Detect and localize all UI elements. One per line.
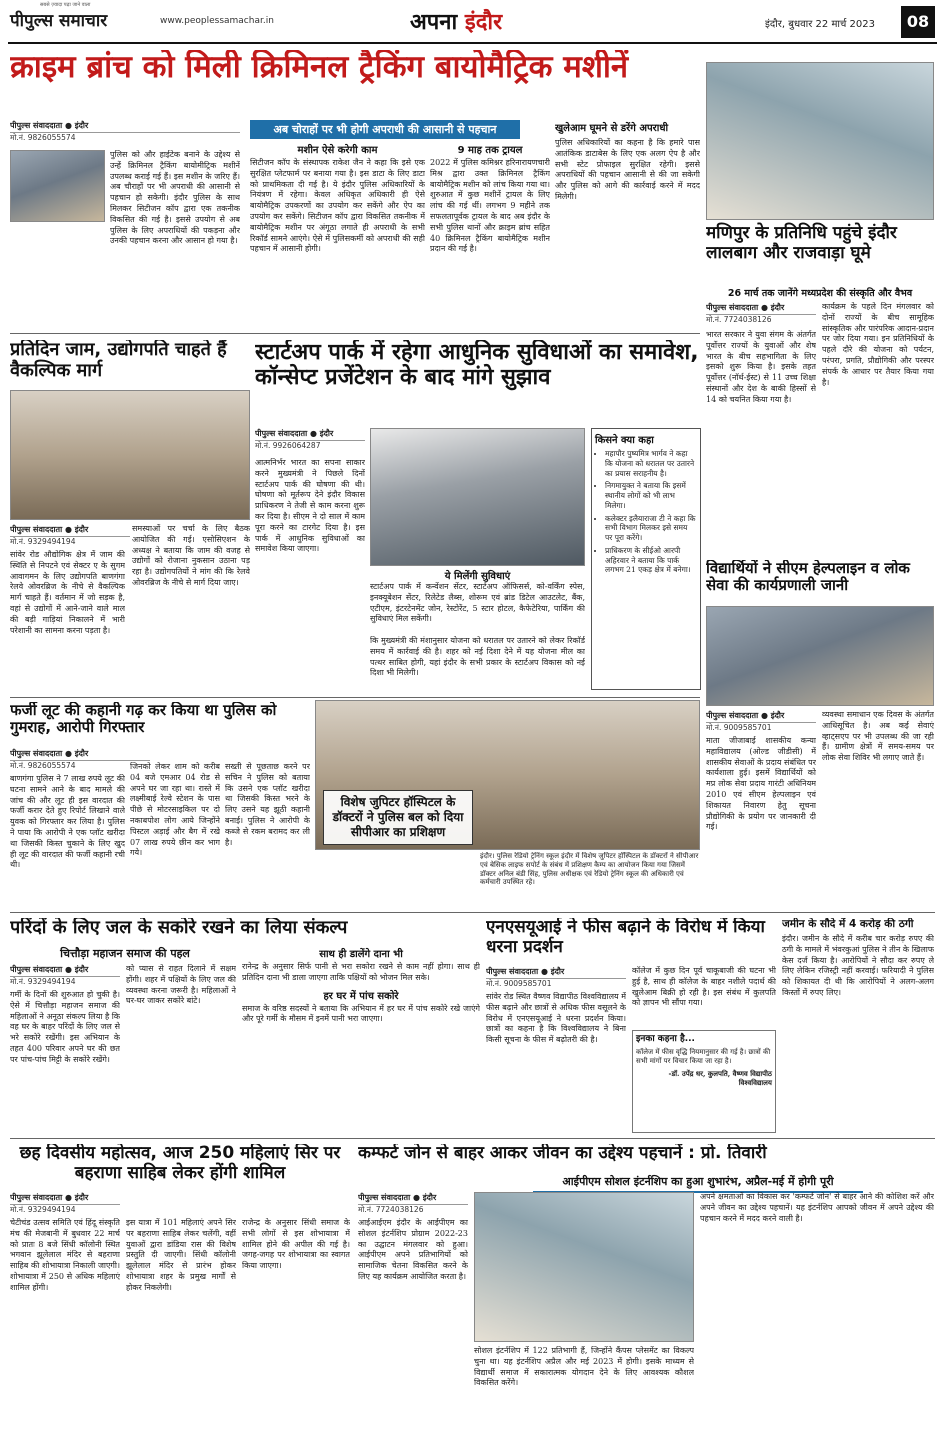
- section-name: इंदौर: [464, 10, 503, 35]
- story-traffic-jam: [10, 340, 250, 690]
- divider: [10, 333, 700, 334]
- story5-col1: माता जीजाबाई शासकीय कन्या महाविद्यालय (ओल्ड जीडीसी) में शासकीय सेवाओं के प्रदाय संबंधित पर कार्यशाला हुई। इसमें विद्यार्थियों को मप्र लोक सेवा प्रदाय गारंटी अधिनियम 2010 एवं सीएम हेल्पलाइन एवं शिकायत निवारण हेतु सूचना प्रौद्योगिकी के प्रयोग पर जानकारी दी गई।: [706, 736, 816, 832]
- photo-caption-facilities: ये मिलेंगी सुविधाएं: [444, 571, 511, 582]
- divider: [10, 1138, 935, 1139]
- who-said-what-title: किसने क्या कहा: [595, 435, 654, 446]
- who-said-what-box: [591, 428, 701, 690]
- byline-block: [358, 1192, 468, 1215]
- iim-group-photo: [474, 1192, 694, 1342]
- band-crime-branch: अब चोराहों पर भी होगी अपराधी की आसानी से पहचान: [250, 120, 520, 139]
- story1-col4-block: [555, 120, 700, 330]
- byline-block: [706, 710, 816, 733]
- story6-col3: सख्ती से पूछताछ करने पर सचिन ने पुलिस को बताया कि उसने एक प्लॉट खरीदा था जिसकी किस्त भरने के लिए उसने यह झूठी कहानी बनाई। पुलिस ने आरोपी के कब्जे से रकम बरामद कर ली है।: [225, 762, 310, 847]
- mobile-number: मो.नं. 9009585701: [706, 723, 772, 732]
- story11-col1: चेटीचंड उत्सव समिति एवं हिंदू संस्कृति मंच की मेजबानी में बुधवार 22 मार्च को प्रातः 8 बजे सिंधी कॉलोनी स्थित भगवान झूलेलाल मंदिर से बहराणा साहिब की शोभायात्रा निकाली जाएगी। शोभायात्रा में 250 से अधिक महिलाएं शामिल होंगी।: [10, 1218, 120, 1292]
- story11-col2: इस यात्रा में 101 महिलाएं अपने सिर पर बहराणा साहिब लेकर चलेंगी, वहीं युवाओं द्वारा डांडिया रास की विशेष प्रस्तुति दी जाएगी। सिंधी कॉलोनी झूलेलाल मंदिर से प्रारंभ होकर शोभायात्रा शहर के प्रमुख मार्गों से होकर निकलेगी।: [126, 1218, 236, 1292]
- facilities-text: स्टार्टअप पार्क में कन्वेंशन सेंटर, स्टार्टअप ऑफिसर्स, को-वर्किंग स्पेस, इनक्यूबेशन सेंटर, रिलेटेड लैब्स, शोरूम एवं ब्रांड डिटेल आउटलेट, बैंक, एटीएम, इंटरटेनमेंट जोन, रेस्टोरेंट, 5 स्टार होटल, कैफेटेरिया, पार्किंग की सुविधाएं मिल सकेंगी।: [370, 582, 585, 624]
- byline-block: [706, 302, 816, 325]
- cpr-headline-overlay: विशेष जुपिटर हॉस्पिटल के डॉक्टरों ने पुलिस बल को दिया सीपीआर का प्रशिक्षण: [323, 790, 473, 845]
- page-number: 08: [901, 6, 935, 38]
- subhead-grains: साथ ही डालेंगे दाना भी: [319, 949, 403, 960]
- story-manipur: [706, 50, 934, 550]
- band-manipur: 26 मार्च तक जानेंगे मध्यप्रदेश की संस्कृति और वैभव: [727, 288, 913, 299]
- story12-col3: अपने क्षमताओं का विकास कर 'कम्फर्ट जोन' से बाहर आने की कोशिश करें और अपने जीवन का उद्देश्य पहचानें। यह इंटर्नशिप आपको जीवन में अपने उद्देश्य की पहचान करने में मदद करने वाली है।: [700, 1192, 934, 1223]
- story8-col2: को प्यास से राहत दिलाने में सक्षम होंगी। शहर में पक्षियों के लिए जल की व्यवस्था करना जरूरी है। महिलाओं ने घर-घर जाकर सकोरे बांटे।: [126, 964, 236, 1006]
- site-url[interactable]: www.peoplessamachar.in: [160, 16, 274, 26]
- byline: पीपुल्स संवाददाता ● इंदौर: [10, 120, 240, 133]
- story11-col3: राजेन्द्र के अनुसार सिंधी समाज के सभी लोगों से इस शोभायात्रा में शामिल होने की अपील की गई है। जगह-जगह पर शोभायात्रा का स्वागत किया जाएगा।: [242, 1218, 350, 1271]
- byline: पीपुल्स संवाददाता ● इंदौर: [10, 1192, 120, 1205]
- story1-col3: 2022 में पुलिस कमिश्नर हरिनारायणचारी मिश्र द्वारा उक्त क्रिमिनल ट्रैकिंग बायोमैट्रिक मशीन को लांच किया गया था। शुरुआत में कुछ मशीनें ट्रायल के लिए लांच की गई थीं। लगभग 9 महीने तक सफलतापूर्वक ट्रायल के बाद अब इंदौर के सभी पुलिस थानों और क्राइम ब्रांच सहित 40 क्रिमिनल ट्रैकिंग बायोमैट्रिक मशीन प्रदान की गई है।: [430, 158, 550, 254]
- headline-manipur: मणिपुर के प्रतिनिधि पहुंचे इंदौर लालबाग और राजवाड़ा घूमे: [706, 223, 897, 263]
- story1-col1: पुलिस को और हाईटेक बनाने के उद्देश्य से उन्हें क्रिमिनल ट्रैकिंग बायोमीट्रिक मशीनें उपलब्ध कराई गई हैं। इस मशीन के जरिए हैं। अब चौराहों पर भी अपराधी की आसानी से पहचान हो सकेगी। इंदौर पुलिस के साथ मिलकर सिटीजन कॉप द्वारा एक तकनीक विकसित की गई है। इससे उपयोग से अब पुलिस के लिए अपराधियों की पकड़ना और उनकी पहचान करना और आसान हो गया है।: [110, 150, 240, 246]
- headline-fake-robbery: फर्जी लूट की कहानी गढ़ कर किया था पुलिस को गुमराह, आरोपी गिरफ्तार: [10, 702, 277, 737]
- headline-nsui-protest: एनएसयूआई ने फीस बढ़ाने के विरोध में किया धरना प्रदर्शन: [486, 918, 765, 957]
- quote-author: -डॉ. उपेंद्र धर, कुलपति, वैष्णव विद्यापीठ विश्वविद्यालय: [668, 1068, 772, 1087]
- subhead-chittoda: चित्तौड़ा महाजन समाज की पहल: [60, 947, 190, 960]
- quote-title: इनका कहना है...: [636, 1034, 695, 1044]
- byline-block: [10, 748, 150, 771]
- byline: पीपुल्स संवाददाता ● इंदौर: [486, 966, 626, 979]
- story12-col1: आईआईएम इंदौर के आईपीएम का सोशल इंटर्नशिप प्रोग्राम 2022-23 का उद्घाटन मंगलवार को हुआ। आईपीएम अपने प्रतिभागियों को सामाजिक चेतना विकसित करने के लिए यह कार्यक्रम आयोजित करता है।: [358, 1218, 468, 1281]
- industrialists-meeting-photo: [10, 390, 250, 520]
- story8-right-block: [242, 946, 480, 1133]
- story-startup-park: [255, 340, 701, 695]
- dateline: इंदौर, बुधवार 22 मार्च 2023: [765, 19, 875, 30]
- mobile-number: मो.नं. 9009585701: [486, 979, 552, 988]
- story2-col2: कार्यक्रम के पहले दिन मंगलवार को दोनों राज्यों के बीच सामूहिक सांस्कृतिक और पारंपरिक आदान-प्रदान पर जोर दिया गया। इन प्रतिनिधियों के पहले दौरे की योजना को पर्यटन, परंपरा, प्रगति, प्रौद्योगिकी और परस्पर संपर्क के आधार पर तैयार किया गया है।: [822, 302, 934, 387]
- section-prefix: अपना: [410, 10, 458, 35]
- ida-presentation-photo: [370, 428, 585, 566]
- story4-col3: कि मुख्यमंत्री की मंशानुसार योजना को धरातल पर उतारने को लेकर रिकॉर्ड समय में कार्रवाई की है। शहर को नई दिशा देने में यह योजना मील का पत्थर साबित होगी, यहां इंदौर के सभी प्रकार के स्टार्टअप विकास को नई दिशा भी मिलेगी।: [370, 636, 585, 678]
- headline-cm-helpline: विद्यार्थियों ने सीएम हेल्पलाइन व लोक सेवा की कार्यप्रणाली जानी: [706, 560, 910, 595]
- list-item: • निगमायुक्त ने बताया कि इसमें स्थानीय लोगों को भी लाभ मिलेगा।: [605, 481, 697, 510]
- story-birds-water: [10, 918, 480, 1133]
- mobile-number: मो.नं. 9329494194: [10, 537, 76, 546]
- cpr-caption: इंदौर। पुलिस रेडियो ट्रेनिंग स्कूल इंदौर में विशेष जुपिटर हॉस्पिटल के डॉक्टरों ने सीपीआर एवं बेसिक लाइफ सपोर्ट के संबंध में प्रशिक्षण कैम्प का आयोजन किया गया जिसमें डॉक्टर अनिल बंडी सिंह, पुलिस अधीक्षक एवं रेडियो ट्रेनिंग स्कूल की अधिकारी एवं कर्मचारी उपस्थित रहे।: [480, 852, 699, 887]
- story1-col3-block: [430, 142, 550, 330]
- masthead: [10, 2, 935, 40]
- story10-col1: इंदौर। जमीन के सौदे में करीब चार करोड़ रुपए की ठगी के मामले में भंवरकुआं पुलिस ने तीन के खिलाफ केस दर्ज किया है। आरोपियों ने सौदा कर रुपए ले लिए लेकिन रजिस्ट्री नहीं करवाई। फरियादी ने पुलिस को शिकायत दी थी कि आरोपियों ने अलग-अलग किस्तों में रुपए लिए।: [782, 934, 934, 997]
- story8-col4: समाज के वरिष्ठ सदस्यों ने बताया कि अभियान में हर घर में पांच सकोरे रखे जाएंगे और पूरे गर्मी के मौसम में इनमें पानी भरा जाएगा।: [242, 1003, 480, 1024]
- story-festival: [10, 1144, 350, 1439]
- byline-block: [255, 428, 365, 451]
- headline-startup-park: स्टार्टअप पार्क में रहेगा आधुनिक सुविधाओं का समावेश, कॉन्सेप्ट प्रजेंटेशन के बाद मांगे सुझाव: [255, 340, 699, 391]
- quote-box: [632, 1030, 776, 1133]
- story-cpr-training: [315, 700, 700, 905]
- headline-birds-water: परिंदों के लिए जल के सकोरे रखने का लिया संकल्प: [10, 918, 348, 938]
- subhead-criminals-fear: खुलेआम घूमने से डरेंगे अपराधी: [555, 123, 669, 134]
- mobile-number: मो.नं. 9826055574: [10, 761, 76, 770]
- byline: पीपुल्स संवाददाता ● इंदौर: [10, 748, 150, 761]
- story1-col2-block: [250, 142, 425, 330]
- list-item: • महापौर पुष्यमित्र भार्गव ने कहा कि योजना को धरातल पर उतारने का प्रयास सराहनीय है।: [605, 449, 697, 478]
- story9-col2: कॉलेज में कुछ दिन पूर्व चाकूबाजी की घटना भी हुई है, साथ ही कॉलेज के बाहर नशीले पदार्थ की खुलेआम बिक्री हो रही है। इस संबंध में कुलपति को ज्ञापन भी सौंपा गया।: [632, 966, 776, 1008]
- story4-col1: आत्मनिर्भर भारत का सपना साकार करने मुख्यमंत्री ने पिछले दिनों स्टार्टअप पार्क की घोषणा की थी। घोषणा को मूर्तरूप देने इंदौर विकास प्राधिकरण ने तेजी से काम करना शुरू कर दिया है। सीएम ने दो साल में काम पूरा करने का टारगेट दिया है। इस पार्क में आधुनिक सुविधाओं का समावेश किया जाएगा।: [255, 458, 365, 554]
- subhead-trial: 9 माह तक ट्रायल: [457, 145, 523, 156]
- story3-col2: समस्याओं पर चर्चा के लिए बैठक आयोजित की गई। एसोसिएशन के अध्यक्ष ने बताया कि जाम की वजह से उद्योगों को रोजाना नुकसान उठाना पड़ रहा है। उद्योगपतियों ने मांग की कि रेलवे ओवरब्रिज के नीचे से मार्ग दिया जाए।: [132, 524, 250, 587]
- quote-text: कॉलेज में फीस वृद्धि नियमानुसार की गई है। छात्रों की सभी मांगों पर विचार किया जा रहा है।: [636, 1047, 771, 1065]
- story-land-fraud: [782, 918, 934, 1133]
- story8-col3: रानेन्द्र के अनुसार सिर्फ पानी से भरा सकोरा रखने से काम नहीं होगा। साथ ही प्रतिदिन दाना भी डाला जाएगा ताकि पक्षियों को भोजन मिल सके।: [242, 962, 480, 982]
- headline-iim-internship: कम्फर्ट जोन से बाहर आकर जीवन का उद्देश्य पहचानें : प्रो. तिवारी: [358, 1144, 767, 1163]
- brand-tagline: सबसे ज़्यादा पढ़ा जाने वाला: [40, 2, 91, 8]
- list-item: • प्राधिकरण के सीईओ आरपी अहिरवार ने बताया कि पार्क लगभग 21 एकड़ क्षेत्र में बनेगा।: [605, 546, 697, 575]
- byline: पीपुल्स संवाददाता ● इंदौर: [358, 1192, 468, 1205]
- mobile-number: मो.नं. 9329494194: [10, 977, 76, 986]
- byline: पीपुल्स संवाददाता ● इंदौर: [10, 964, 120, 977]
- story6-col2: जिनको लेकर शाम को करीब 04 बजे एमआर 04 रोड से अपने घर जा रहा था। रास्ते में लक्ष्मीबाई रेल्वे स्टेशन के पास पीछे से मोटरसाइकिल पर दो नकाबपोश लोग आये जिन्होंने पिस्टल अड़ाई और बैग में रखे 07 लाख रुपये छीन कर भाग गये।: [130, 762, 220, 858]
- brand-logo: पीपुल्स समाचार: [10, 11, 108, 31]
- byline-block: [10, 1192, 120, 1215]
- byline: पीपुल्स संवाददाता ● इंदौर: [706, 710, 816, 723]
- divider: [10, 697, 700, 698]
- section-title: [410, 6, 502, 36]
- headline-festival: छह दिवसीय महोत्सव, आज 250 महिलाएं सिर पर बहराणा साहिब लेकर होंगी शामिल: [19, 1144, 341, 1183]
- story1-col2: सिटीजन कॉप के संस्थापक राकेश जैन ने कहा कि इसे एक सुरक्षित प्लेटफार्म पर बनाया गया है। इस डाटा के लिए डाटा को प्राथमिकता दी गई है। ये इंदौर पुलिस अधिकारियों के नियंत्रण में रहेगा। केवल अधिकृत अधिकारी ही ऐसे बायोमैट्रिक उपकरणों का उपयोग कर सकेंगे और ऐप का उपयोग कर सकेंगे। सिटीजन कॉप द्वारा विकसित तकनीक में बायोमैट्रिक मशीन पर अंगूठा लगाते ही अपराधी के सभी रिकॉर्ड सामने आएंगे। ऐसे में पुलिसकर्मी को अपराधी की सही पहचान में आसानी होगी।: [250, 158, 425, 254]
- byline-block: [10, 120, 240, 143]
- byline: पीपुल्स संवाददाता ● इंदौर: [255, 428, 365, 441]
- story-crime-branch: [10, 50, 700, 330]
- band-iim-internship: आईपीएम सोशल इंटर्नशिप का हुआ शुभारंभ, अप्रैल-मई में होगी पूरी: [533, 1172, 863, 1193]
- headline-land-fraud: जमीन के सौदे में 4 करोड़ की ठगी: [782, 918, 914, 930]
- mobile-number: मो.नं. 9826055574: [10, 133, 76, 142]
- mobile-number: मो.नं. 9926064287: [255, 441, 321, 450]
- subhead-five-pots: हर घर में पांच सकोरे: [323, 990, 399, 1002]
- story5-col2: व्यवस्था समाधान एक दिवस के अंतर्गत आधिसूचित है। अब कई सेवाएं व्हाट्सएप पर भी उपलब्ध की जा रही हैं। ग्रामीण क्षेत्रों में समय-समय पर लोक सेवा शिविर भी लगाए जाते हैं।: [822, 710, 934, 763]
- story-cm-helpline: [706, 560, 934, 910]
- story9-col1: सांवेर रोड स्थित वैष्णव विद्यापीठ विश्वविद्यालय में फीस बढ़ाने और छात्रों से अधिक फीस वसूलने के विरोध में एनएसयूआई ने धरना प्रदर्शन किया। छात्रों का कहना है कि विश्वविद्यालय ने बिना किसी सूचना के फीस में बढ़ोतरी की है।: [486, 992, 626, 1045]
- mobile-number: मो.नं. 7724038126: [358, 1205, 424, 1214]
- story-iim-internship: [358, 1144, 934, 1439]
- manipur-group-photo: [706, 62, 934, 220]
- list-item: • कलेक्टर इलैयाराजा टी ने कहा कि सभी विभाग मिलकर इसे समय पर पूरा करेंगे।: [605, 514, 697, 543]
- byline: पीपुल्स संवाददाता ● इंदौर: [706, 302, 816, 315]
- story2-col1: भारत सरकार ने युवा संगम के अंतर्गत पूर्वोत्तर राज्यों के युवाओं और शेष भारत के बीच सहभागिता के लिए इसको शुरू किया है। इसके तहत पूर्वोत्तर (नॉर्थ-ईस्ट) से 11 उच्च शिक्षा संस्थानों और देश के बाकी हिस्सों से 14 को चयनित किया गया है।: [706, 330, 816, 404]
- byline-block: [10, 524, 130, 547]
- who-said-what-list: [595, 449, 697, 575]
- biometric-machine-photo: [10, 150, 105, 222]
- header-rule: [8, 42, 937, 44]
- story3-col1: सांवेर रोड औद्योगिक क्षेत्र में जाम की स्थिति से निपटने एवं सेक्टर ए के सुगम आवागमन के लिए उद्योगपति बाणगंगा रेलवे ओवरब्रिज के नीचे से वैकल्पिक मार्ग चाहते हैं। वर्तमान में जो सड़क है, वहां से उद्योगों में आने-जाने वाले माल की बड़ी गाड़ियां निकालने में भारी परेशानी का सामना करना पड़ता है।: [10, 550, 125, 635]
- story-fake-robbery: [10, 702, 310, 902]
- byline: पीपुल्स संवाददाता ● इंदौर: [10, 524, 130, 537]
- subhead-machine-works: मशीन ऐसे करेगी काम: [297, 145, 378, 156]
- headline-traffic-jam: प्रतिदिन जाम, उद्योगपति चाहते हैं वैकल्पिक मार्ग: [10, 340, 227, 381]
- students-workshop-photo: [706, 606, 934, 706]
- story6-col1: बाणगंगा पुलिस ने 7 लाख रुपये लूट की घटना सामने आने के बाद मामले की जांच की और लूट ही इस वारदात की फर्जी करार देते हुए रिपोर्ट लिखाने वाले युवक को गिरफ्तार कर लिया है। पुलिस ने पाया कि आरोपी ने एक प्लॉट खरीदा था जिसकी किस्त चुकाने के लिए खुद ही लूट की वारदात की फर्जी कहानी रची थी।: [10, 774, 125, 870]
- story1-col4: पुलिस अधिकारियों का कहना है कि हमारे पास आतंकिक डाटाबेस के लिए एक अलग ऐप है और सभी स्टेट प्रोफाइल सुरक्षित रहेगी। इससे अपराधियों की पहचान आसानी से की जा सकेगी और पुलिस को आगे की कार्रवाई करने में मदद मिलेगी।: [555, 138, 700, 201]
- byline-block: [10, 964, 120, 987]
- story8-col1: गर्मी के दिनों की शुरुआत हो चुकी है। ऐसे में चित्तौड़ा महाजन समाज की महिलाओं ने अनूठा संकल्प लिया है कि वह घर के बाहर परिंदों के लिए जल से भरे सकोरे रखेंगी। इस अभियान के तहत 400 परिवार अपने घर की छत पर पांच-पांच मिट्टी के सकोरे रखेंगे।: [10, 990, 120, 1064]
- divider: [10, 912, 935, 913]
- story12-col2: सोशल इंटर्नशिप में 122 प्रतिभागी हैं, जिन्होंने कैंपस प्लेसमेंट का विकल्प चुना था। यह इंटर्नशिप अप्रैल और मई 2023 में होगी। इसके माध्यम से विद्यार्थी समाज में सकारात्मक योगदान देने के लिए आवश्यक कौशल विकसित करेंगे।: [474, 1346, 694, 1388]
- byline-block: [486, 966, 626, 989]
- headline-crime-branch: क्राइम ब्रांच को मिली क्रिमिनल ट्रैकिंग बायोमैट्रिक मशीनें: [10, 50, 629, 85]
- story-nsui-protest: [486, 918, 776, 1133]
- mobile-number: मो.नं. 7724038126: [706, 315, 772, 324]
- mobile-number: मो.नं. 9329494194: [10, 1205, 76, 1214]
